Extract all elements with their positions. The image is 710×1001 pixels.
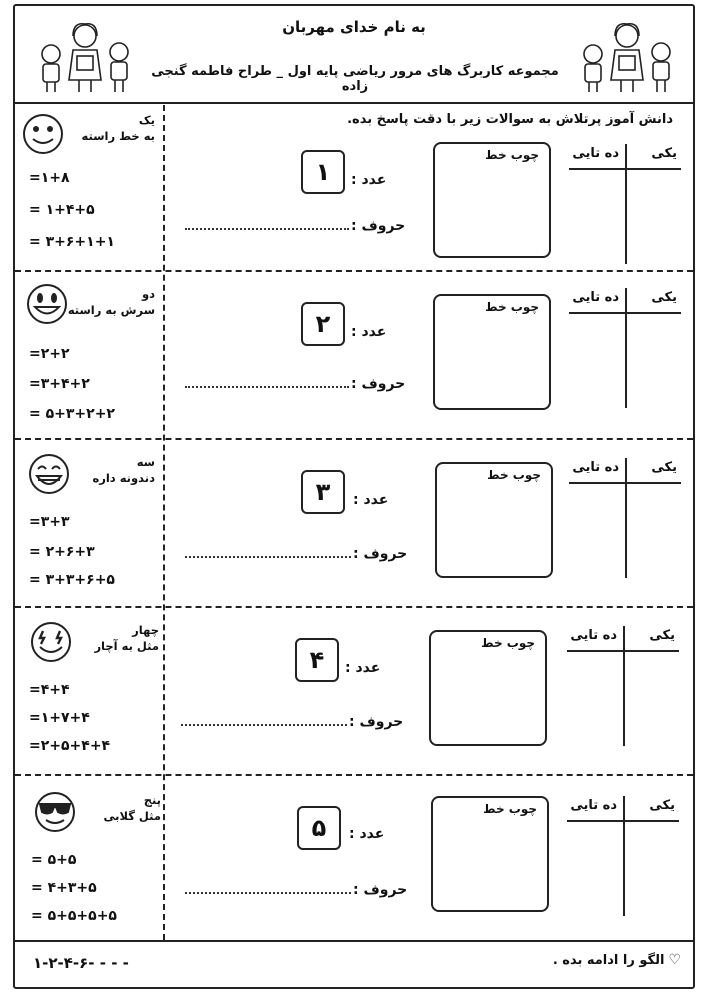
section-2-number-label: عدد : — [351, 324, 387, 340]
section-2-equation-3: ۵+۳+۲+۲ = — [29, 406, 115, 422]
section-4-digit-box: ۴ — [295, 638, 339, 682]
section-1-face-label: یک به خط راسته — [81, 113, 155, 143]
section-3-equation-3: ۳+۳+۶+۵ = — [29, 572, 115, 588]
section-5-equation-1: ۵+۵ = — [31, 852, 77, 868]
section-divider — [15, 774, 693, 776]
section-5-equation-2: ۴+۳+۵ = — [31, 880, 97, 896]
section-divider — [15, 438, 693, 440]
section-5-letters-answer-line[interactable] — [185, 892, 351, 894]
section-4-place-value-table[interactable]: یکی ده تایی — [567, 626, 679, 746]
section-5-place-value-table[interactable]: یکی ده تایی — [567, 796, 679, 916]
section-1-stick-box[interactable]: چوب خط — [433, 142, 551, 258]
section-2-stick-box[interactable]: چوب خط — [433, 294, 551, 410]
section-3-face-label: سه دندونه داره — [92, 455, 155, 485]
section-1-digit-box: ۱ — [301, 150, 345, 194]
family-illustration-left — [33, 20, 137, 94]
section-3-equation-2: ۲+۶+۳ = — [29, 544, 95, 560]
section-4-equation-3: ۲+۵+۴+۴= — [29, 738, 111, 754]
section-4-letters-label: حروف : — [349, 714, 404, 730]
section-4-equation-2: ۱+۷+۴= — [29, 710, 90, 726]
header-divider — [15, 102, 693, 104]
section-3-letters-label: حروف : — [353, 546, 408, 562]
section-4-face-label: چهار مثل به آچار — [94, 623, 159, 653]
section-3-digit-box: ۳ — [301, 470, 345, 514]
section-2-place-value-table[interactable]: یکی ده تایی — [569, 288, 681, 408]
page-title: به نام خدای مهربان — [282, 18, 426, 36]
section-3-letters-answer-line[interactable] — [185, 556, 351, 558]
section-1-letters-label: حروف : — [351, 218, 406, 234]
section-3-equation-1: ۳+۳= — [29, 514, 70, 530]
section-4-letters-answer-line[interactable] — [181, 724, 347, 726]
section-1-letters-answer-line[interactable] — [185, 228, 349, 230]
section-2-equation-2: ۳+۴+۲= — [29, 376, 90, 392]
section-1-equation-3: ۳+۶+۱+۱ = — [29, 234, 115, 250]
worksheet-page — [13, 4, 695, 989]
section-divider — [15, 606, 693, 608]
section-1-equation-1: ۱+۸= — [29, 170, 70, 186]
section-3-number-label: عدد : — [353, 492, 389, 508]
section-5-face-label: پنج مثل گلابی — [103, 793, 161, 823]
pattern-sequence: ۱-۲-۴-۶- - - - — [33, 954, 129, 972]
section-2-equation-1: ۲+۲= — [29, 346, 70, 362]
section-5-letters-label: حروف : — [353, 882, 408, 898]
section-4-number-label: عدد : — [345, 660, 381, 676]
section-2-letters-answer-line[interactable] — [185, 386, 349, 388]
section-5-equation-3: ۵+۵+۵+۵ = — [31, 908, 117, 924]
section-2-digit-box: ۲ — [301, 302, 345, 346]
section-4-stick-box[interactable]: چوب خط — [429, 630, 547, 746]
section-5-stick-box[interactable]: چوب خط — [431, 796, 549, 912]
section-2-letters-label: حروف : — [351, 376, 406, 392]
section-3-stick-box[interactable]: چوب خط — [435, 462, 553, 578]
section-5-number-label: عدد : — [349, 826, 385, 842]
section-divider — [15, 270, 693, 272]
section-3-place-value-table[interactable]: یکی ده تایی — [569, 458, 681, 578]
pattern-prompt: ♡ الگو را ادامه بده . — [552, 952, 681, 968]
heart-icon: ♡ — [668, 952, 681, 968]
section-2-face-label: دو سرش به راسته — [67, 287, 155, 317]
section-1-number-label: عدد : — [351, 172, 387, 188]
section-1-equation-2: ۱+۴+۵ = — [29, 202, 95, 218]
section-5-digit-box: ۵ — [297, 806, 341, 850]
section-4-equation-1: ۴+۴= — [29, 682, 70, 698]
instruction-text: دانش آموز پرتلاش به سوالات زیر با دقت پاسخ بده. — [347, 112, 673, 127]
family-illustration-right — [575, 20, 679, 94]
footer-divider — [15, 940, 693, 942]
section-1-place-value-table[interactable]: یکی ده تایی — [569, 144, 681, 264]
page-subtitle: مجموعه کاربرگ های مرور ریاضی پایه اول _ طراح فاطمه گنجی زاده — [151, 64, 559, 94]
column-divider — [163, 105, 165, 940]
